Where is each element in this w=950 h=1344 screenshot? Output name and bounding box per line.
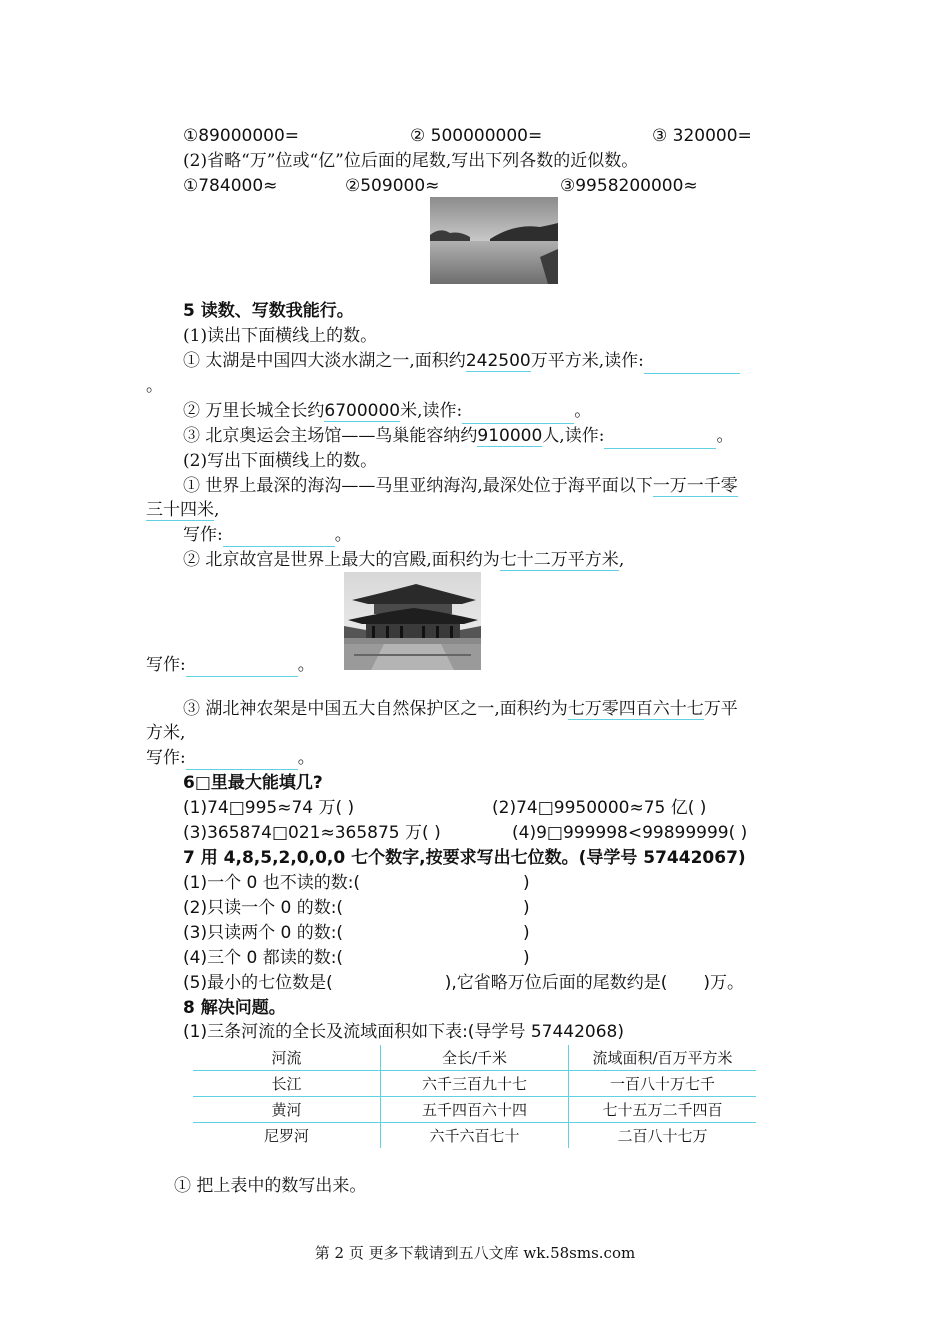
q5-write3-end: 。 — [297, 748, 315, 768]
q5-item3-number: 910000 — [477, 426, 543, 446]
table-header-row — [193, 1045, 756, 1071]
lake-photo — [430, 197, 558, 284]
cell-length: 六千六百七十 — [381, 1123, 569, 1149]
q5-write2-answer — [146, 653, 315, 677]
q5-title: 5 读数、写数我能行。 — [183, 301, 354, 321]
q5-write3-post: 万平 — [703, 699, 738, 719]
q5-item2-number: 6700000 — [324, 401, 401, 421]
palace-photo — [344, 572, 481, 670]
q7-d-close: ) — [523, 948, 530, 968]
q6-c: (3)365874□021≈365875 万( ) — [183, 823, 441, 843]
q5-item3 — [183, 424, 733, 449]
q5-item2-answer-blank[interactable] — [462, 403, 574, 424]
cell-area: 七十五万二千四百 — [569, 1097, 757, 1123]
cell-river: 黄河 — [193, 1097, 381, 1123]
q7-a: (1)一个 0 也不读的数:( — [183, 873, 361, 893]
q5-write1-tail: , — [214, 500, 220, 520]
q6-d: (4)9□999998<99899999( ) — [512, 823, 748, 843]
q6-a: (1)74□995≈74 万( ) — [183, 798, 355, 818]
q5-write1 — [183, 474, 738, 498]
q5-write3-answer — [146, 746, 315, 770]
q5-item3-pre: ③ 北京奥运会主场馆——鸟巢能容纳约 — [183, 426, 478, 446]
q5-write3-underlined: 七万零四百六十七 — [567, 699, 704, 719]
header-area: 流域面积/百万平方米 — [569, 1045, 757, 1071]
q7-b: (2)只读一个 0 的数:( — [183, 898, 344, 918]
q5-item1-pre: ① 太湖是中国四大淡水湖之一,面积约 — [183, 351, 466, 371]
q5-write2 — [183, 548, 624, 572]
table-row — [193, 1123, 756, 1149]
q7-e-part3: )万。 — [703, 973, 745, 993]
convert-item-1: ①89000000= — [183, 126, 300, 146]
q7-title: 7 用 4,8,5,2,0,0,0 七个数字,按要求写出七位数。(导学号 57442067) — [183, 848, 746, 868]
q5-write1-label: 写作: — [183, 525, 223, 545]
q5-item1-number: 242500 — [465, 351, 531, 371]
cell-length: 六千三百九十七 — [381, 1071, 569, 1097]
q6-b: (2)74□9950000≈75 亿( ) — [492, 798, 707, 818]
q5-write3-answer-blank[interactable] — [186, 749, 298, 770]
cell-area: 一百八十万七千 — [569, 1071, 757, 1097]
q5-item1 — [183, 349, 740, 374]
q5-write1-underlined-1: 一万一千零 — [652, 476, 738, 496]
q7-e-part2: ),它省略万位后面的尾数约是( — [444, 973, 668, 993]
q4-sub2: (2)省略“万”位或“亿”位后面的尾数,写出下列各数的近似数。 — [183, 151, 639, 171]
table-row — [193, 1097, 756, 1123]
q5-write2-answer-blank[interactable] — [186, 656, 298, 677]
header-length: 全长/千米 — [381, 1045, 569, 1071]
approx-item-3: ③9958200000≈ — [560, 176, 698, 196]
q7-c: (3)只读两个 0 的数:( — [183, 923, 344, 943]
q5-write3-line2: 方米, — [146, 723, 186, 743]
convert-item-3: ③ 320000= — [652, 126, 752, 146]
q5-write2-end: 。 — [297, 655, 315, 675]
q5-item1-answer-blank[interactable] — [644, 353, 740, 374]
rivers-table — [193, 1045, 756, 1148]
cell-area: 二百八十七万 — [569, 1123, 757, 1149]
q5-sub2: (2)写出下面横线上的数。 — [183, 451, 378, 471]
convert-item-2: ② 500000000= — [410, 126, 543, 146]
approx-item-1: ①784000≈ — [183, 176, 278, 196]
q5-write1-underlined-2: 三十四米 — [146, 500, 214, 520]
q5-item2 — [183, 399, 591, 424]
page-footer: 第 2 页 更多下载请到五八文库 wk.58sms.com — [314, 1244, 636, 1262]
q8-title: 8 解决问题。 — [183, 998, 286, 1018]
q5-write1-answer-blank[interactable] — [223, 526, 335, 547]
q5-sub1: (1)读出下面横线上的数。 — [183, 326, 378, 346]
q5-item3-post: 人,读作: — [542, 426, 605, 446]
q5-write2-pre: ② 北京故宫是世界上最大的宫殿,面积约为 — [183, 550, 500, 570]
table-row — [193, 1071, 756, 1097]
q5-write2-tail: , — [618, 550, 625, 570]
q5-item2-pre: ② 万里长城全长约 — [183, 401, 325, 421]
q8-sub1: (1)三条河流的全长及流域面积如下表:(导学号 57442068) — [183, 1022, 625, 1042]
q5-write1-end: 。 — [334, 525, 352, 545]
q5-write2-underlined: 七十二万平方米 — [499, 550, 619, 570]
q7-a-close: ) — [523, 873, 530, 893]
q7-d: (4)三个 0 都读的数:( — [183, 948, 344, 968]
header-river: 河流 — [193, 1045, 381, 1071]
q5-item2-post: 米,读作: — [400, 401, 463, 421]
approx-item-2: ②509000≈ — [345, 176, 440, 196]
cell-river: 尼罗河 — [263, 1127, 309, 1145]
q5-item1-post: 万平方米,读作: — [530, 351, 644, 371]
cell-river: 长江 — [193, 1071, 381, 1097]
q5-write1-pre: ① 世界上最深的海沟——马里亚纳海沟,最深处位于海平面以下 — [183, 476, 653, 496]
q5-write1-answer — [183, 523, 352, 547]
q5-write2-label: 写作: — [146, 655, 186, 675]
q5-item2-end: 。 — [574, 401, 592, 421]
q7-b-close: ) — [523, 898, 530, 918]
q7-c-close: ) — [523, 923, 530, 943]
q5-write1-line2 — [146, 498, 219, 522]
q8-item1: ① 把上表中的数写出来。 — [174, 1176, 367, 1196]
cell-length: 五千四百六十四 — [381, 1097, 569, 1123]
q5-item3-answer-blank[interactable] — [604, 428, 716, 449]
q5-write3 — [183, 697, 738, 721]
q5-item3-end: 。 — [716, 426, 734, 446]
q5-item1-end: 。 — [146, 376, 163, 396]
q5-write3-pre: ③ 湖北神农架是中国五大自然保护区之一,面积约为 — [183, 699, 568, 719]
q6-title: 6□里最大能填几? — [183, 773, 323, 793]
q5-write3-label: 写作: — [146, 748, 186, 768]
q7-e — [183, 971, 744, 995]
q7-e-part1: (5)最小的七位数是( — [183, 973, 333, 993]
